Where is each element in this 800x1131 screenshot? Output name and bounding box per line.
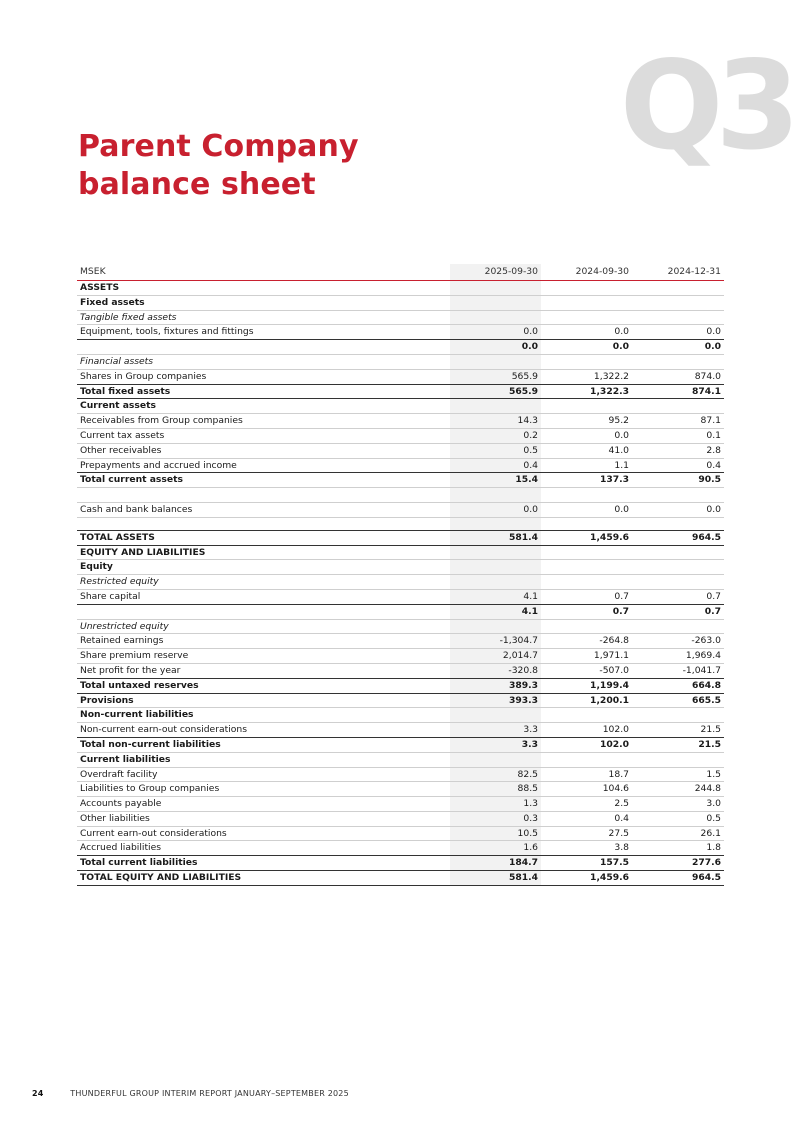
row-value-col-2: -507.0	[541, 663, 632, 678]
row-value-col-1: 4.1	[450, 604, 541, 619]
table-row	[77, 678, 724, 693]
page-number: 24	[32, 1089, 44, 1098]
table-row	[77, 354, 724, 369]
table-row	[77, 295, 724, 310]
row-value-col-2: 0.0	[541, 502, 632, 517]
table-row	[77, 545, 724, 560]
row-value-col-1: 10.5	[450, 826, 541, 841]
row-label: Accounts payable	[77, 797, 450, 812]
row-label: Total fixed assets	[77, 384, 450, 399]
table-row	[77, 502, 724, 517]
table-row	[77, 737, 724, 752]
table-row	[77, 767, 724, 782]
row-value-col-1: 0.0	[450, 502, 541, 517]
row-label: Retained earnings	[77, 634, 450, 649]
row-value-col-1: 184.7	[450, 856, 541, 871]
row-value-col-1	[450, 399, 541, 414]
table-body	[77, 281, 724, 886]
row-value-col-2: 18.7	[541, 767, 632, 782]
row-value-col-1: 581.4	[450, 530, 541, 545]
row-value-col-3	[632, 295, 724, 310]
row-value-col-2: 104.6	[541, 782, 632, 797]
row-value-col-2	[541, 281, 632, 296]
row-value-col-2	[541, 517, 632, 530]
row-label: Prepayments and accrued income	[77, 458, 450, 473]
row-value-col-1	[450, 575, 541, 590]
table-row	[77, 619, 724, 634]
table-row	[77, 797, 724, 812]
row-value-col-2	[541, 708, 632, 723]
row-label: Net profit for the year	[77, 663, 450, 678]
row-value-col-3: 874.1	[632, 384, 724, 399]
row-value-col-2: 27.5	[541, 826, 632, 841]
row-label: Receivables from Group companies	[77, 414, 450, 429]
row-value-col-1: 0.0	[450, 325, 541, 340]
row-value-col-3: 21.5	[632, 723, 724, 738]
page-footer	[32, 1089, 349, 1098]
title-line-1: Parent Company	[78, 129, 359, 164]
row-label: ASSETS	[77, 281, 450, 296]
row-value-col-3: 0.0	[632, 502, 724, 517]
table-row	[77, 488, 724, 503]
row-value-col-1	[450, 545, 541, 560]
row-value-col-2: 102.0	[541, 723, 632, 738]
row-value-col-3: 0.7	[632, 604, 724, 619]
table-row	[77, 560, 724, 575]
row-value-col-1: 0.2	[450, 428, 541, 443]
row-value-col-3: 1,969.4	[632, 649, 724, 664]
row-value-col-3: 244.8	[632, 782, 724, 797]
row-value-col-1	[450, 354, 541, 369]
row-value-col-2: 1,459.6	[541, 530, 632, 545]
row-label: Current tax assets	[77, 428, 450, 443]
row-value-col-3: 664.8	[632, 678, 724, 693]
row-label: EQUITY AND LIABILITIES	[77, 545, 450, 560]
row-label: Current liabilities	[77, 752, 450, 767]
row-label	[77, 488, 450, 503]
row-value-col-2: 0.7	[541, 604, 632, 619]
row-label: Shares in Group companies	[77, 369, 450, 384]
table-row	[77, 693, 724, 708]
row-value-col-2: 1,459.6	[541, 871, 632, 886]
header-2025-09-30: 2025-09-30	[450, 264, 541, 281]
table-row	[77, 414, 724, 429]
row-value-col-2: 41.0	[541, 443, 632, 458]
row-label: Restricted equity	[77, 575, 450, 590]
row-label: Accrued liabilities	[77, 841, 450, 856]
table-row	[77, 649, 724, 664]
row-label: Tangible fixed assets	[77, 310, 450, 325]
row-value-col-2: 102.0	[541, 737, 632, 752]
row-label: Equipment, tools, fixtures and fittings	[77, 325, 450, 340]
row-value-col-2: 0.0	[541, 325, 632, 340]
table-row	[77, 752, 724, 767]
row-value-col-1: 0.3	[450, 811, 541, 826]
row-label: Total untaxed reserves	[77, 678, 450, 693]
table-row	[77, 589, 724, 604]
row-value-col-1: 82.5	[450, 767, 541, 782]
row-value-col-2: 1.1	[541, 458, 632, 473]
row-value-col-3: 0.7	[632, 589, 724, 604]
table-row	[77, 708, 724, 723]
header-2024-09-30: 2024-09-30	[541, 264, 632, 281]
row-label: Other receivables	[77, 443, 450, 458]
row-value-col-1	[450, 752, 541, 767]
row-value-col-1	[450, 281, 541, 296]
row-value-col-3: 277.6	[632, 856, 724, 871]
row-label: Liabilities to Group companies	[77, 782, 450, 797]
row-value-col-3: 2.8	[632, 443, 724, 458]
row-value-col-1	[450, 560, 541, 575]
row-label: Fixed assets	[77, 295, 450, 310]
table-row	[77, 604, 724, 619]
row-value-col-3	[632, 281, 724, 296]
row-label: Total current liabilities	[77, 856, 450, 871]
row-value-col-2: 0.0	[541, 340, 632, 355]
row-label	[77, 517, 450, 530]
row-value-col-1: -320.8	[450, 663, 541, 678]
row-label: Unrestricted equity	[77, 619, 450, 634]
table-row	[77, 811, 724, 826]
row-value-col-1: 1.6	[450, 841, 541, 856]
row-value-col-2: 0.4	[541, 811, 632, 826]
footer-text: THUNDERFUL GROUP INTERIM REPORT JANUARY–SEPTEMBER 2025	[70, 1089, 349, 1098]
row-value-col-2: 1,199.4	[541, 678, 632, 693]
row-value-col-2: 1,322.3	[541, 384, 632, 399]
row-value-col-3: 1.5	[632, 767, 724, 782]
row-value-col-2: 1,200.1	[541, 693, 632, 708]
row-value-col-3: 21.5	[632, 737, 724, 752]
row-value-col-2: 3.8	[541, 841, 632, 856]
row-label: Provisions	[77, 693, 450, 708]
row-value-col-2	[541, 619, 632, 634]
row-value-col-3: -263.0	[632, 634, 724, 649]
table-row	[77, 310, 724, 325]
row-label: Current assets	[77, 399, 450, 414]
row-value-col-1: 565.9	[450, 369, 541, 384]
row-value-col-3: 87.1	[632, 414, 724, 429]
row-value-col-1: 1.3	[450, 797, 541, 812]
row-value-col-2: 137.3	[541, 473, 632, 488]
row-value-col-1	[450, 295, 541, 310]
table-row	[77, 841, 724, 856]
row-value-col-1: -1,304.7	[450, 634, 541, 649]
row-value-col-3	[632, 545, 724, 560]
row-value-col-3: 0.0	[632, 325, 724, 340]
row-value-col-3: 0.0	[632, 340, 724, 355]
table-row	[77, 826, 724, 841]
row-value-col-2: 1,971.1	[541, 649, 632, 664]
row-value-col-3	[632, 619, 724, 634]
row-label: Cash and bank balances	[77, 502, 450, 517]
table-row	[77, 723, 724, 738]
row-label: Share premium reserve	[77, 649, 450, 664]
row-value-col-1	[450, 619, 541, 634]
row-value-col-3: 874.0	[632, 369, 724, 384]
row-value-col-3	[632, 399, 724, 414]
row-value-col-1: 393.3	[450, 693, 541, 708]
row-value-col-2: 0.7	[541, 589, 632, 604]
row-label: Equity	[77, 560, 450, 575]
row-value-col-1: 14.3	[450, 414, 541, 429]
row-value-col-1: 4.1	[450, 589, 541, 604]
row-value-col-2	[541, 560, 632, 575]
row-value-col-3	[632, 354, 724, 369]
row-value-col-3: 964.5	[632, 871, 724, 886]
table-row	[77, 517, 724, 530]
row-value-col-1	[450, 488, 541, 503]
row-value-col-2: 95.2	[541, 414, 632, 429]
row-value-col-2	[541, 545, 632, 560]
table-row	[77, 782, 724, 797]
row-label	[77, 604, 450, 619]
row-value-col-1: 3.3	[450, 723, 541, 738]
row-value-col-1: 389.3	[450, 678, 541, 693]
row-value-col-1: 3.3	[450, 737, 541, 752]
header-2024-12-31: 2024-12-31	[632, 264, 724, 281]
row-label: Total current assets	[77, 473, 450, 488]
table-header-row	[77, 264, 724, 281]
table-row	[77, 575, 724, 590]
row-label: Share capital	[77, 589, 450, 604]
row-value-col-2	[541, 488, 632, 503]
q3-badge	[619, 30, 793, 177]
table-row	[77, 458, 724, 473]
row-value-col-3: 3.0	[632, 797, 724, 812]
row-label: Other liabilities	[77, 811, 450, 826]
page-title	[78, 128, 359, 204]
table-row	[77, 663, 724, 678]
row-value-col-1: 0.0	[450, 340, 541, 355]
row-value-col-3: 26.1	[632, 826, 724, 841]
row-label: TOTAL ASSETS	[77, 530, 450, 545]
row-value-col-2	[541, 310, 632, 325]
row-value-col-3: 0.5	[632, 811, 724, 826]
row-label: Financial assets	[77, 354, 450, 369]
row-value-col-3	[632, 517, 724, 530]
table-row	[77, 384, 724, 399]
table-row	[77, 428, 724, 443]
row-value-col-3	[632, 310, 724, 325]
row-value-col-2: -264.8	[541, 634, 632, 649]
row-label: Non-current liabilities	[77, 708, 450, 723]
row-value-col-1	[450, 708, 541, 723]
table-row	[77, 325, 724, 340]
row-label: Non-current earn-out considerations	[77, 723, 450, 738]
row-value-col-3: 90.5	[632, 473, 724, 488]
row-value-col-2	[541, 295, 632, 310]
row-value-col-1: 2,014.7	[450, 649, 541, 664]
row-label: TOTAL EQUITY AND LIABILITIES	[77, 871, 450, 886]
row-label: Total non-current liabilities	[77, 737, 450, 752]
row-value-col-1	[450, 517, 541, 530]
row-value-col-1: 0.5	[450, 443, 541, 458]
row-value-col-3: 964.5	[632, 530, 724, 545]
table-row	[77, 634, 724, 649]
row-value-col-3	[632, 488, 724, 503]
table-row	[77, 871, 724, 886]
row-value-col-1: 565.9	[450, 384, 541, 399]
row-value-col-3	[632, 752, 724, 767]
q3-badge-text: Q3	[619, 35, 793, 177]
row-value-col-1: 15.4	[450, 473, 541, 488]
table-row	[77, 856, 724, 871]
row-value-col-2: 2.5	[541, 797, 632, 812]
row-value-col-2: 0.0	[541, 428, 632, 443]
table-row	[77, 340, 724, 355]
row-value-col-1: 88.5	[450, 782, 541, 797]
table-row	[77, 399, 724, 414]
balance-sheet-table	[77, 264, 724, 886]
row-value-col-1: 0.4	[450, 458, 541, 473]
row-value-col-2	[541, 752, 632, 767]
row-value-col-3	[632, 575, 724, 590]
table-row	[77, 369, 724, 384]
title-line-2: balance sheet	[78, 167, 316, 202]
row-value-col-1: 581.4	[450, 871, 541, 886]
table-row	[77, 281, 724, 296]
row-value-col-3: -1,041.7	[632, 663, 724, 678]
row-value-col-2	[541, 399, 632, 414]
row-value-col-3	[632, 708, 724, 723]
row-value-col-2: 1,322.2	[541, 369, 632, 384]
row-value-col-2: 157.5	[541, 856, 632, 871]
table-row	[77, 473, 724, 488]
header-msek: MSEK	[77, 264, 450, 281]
row-value-col-2	[541, 575, 632, 590]
row-label: Overdraft facility	[77, 767, 450, 782]
row-label	[77, 340, 450, 355]
table-row	[77, 443, 724, 458]
row-value-col-3: 665.5	[632, 693, 724, 708]
row-value-col-1	[450, 310, 541, 325]
row-value-col-3: 1.8	[632, 841, 724, 856]
row-label: Current earn-out considerations	[77, 826, 450, 841]
row-value-col-3	[632, 560, 724, 575]
row-value-col-3: 0.4	[632, 458, 724, 473]
table-row	[77, 530, 724, 545]
row-value-col-2	[541, 354, 632, 369]
row-value-col-3: 0.1	[632, 428, 724, 443]
